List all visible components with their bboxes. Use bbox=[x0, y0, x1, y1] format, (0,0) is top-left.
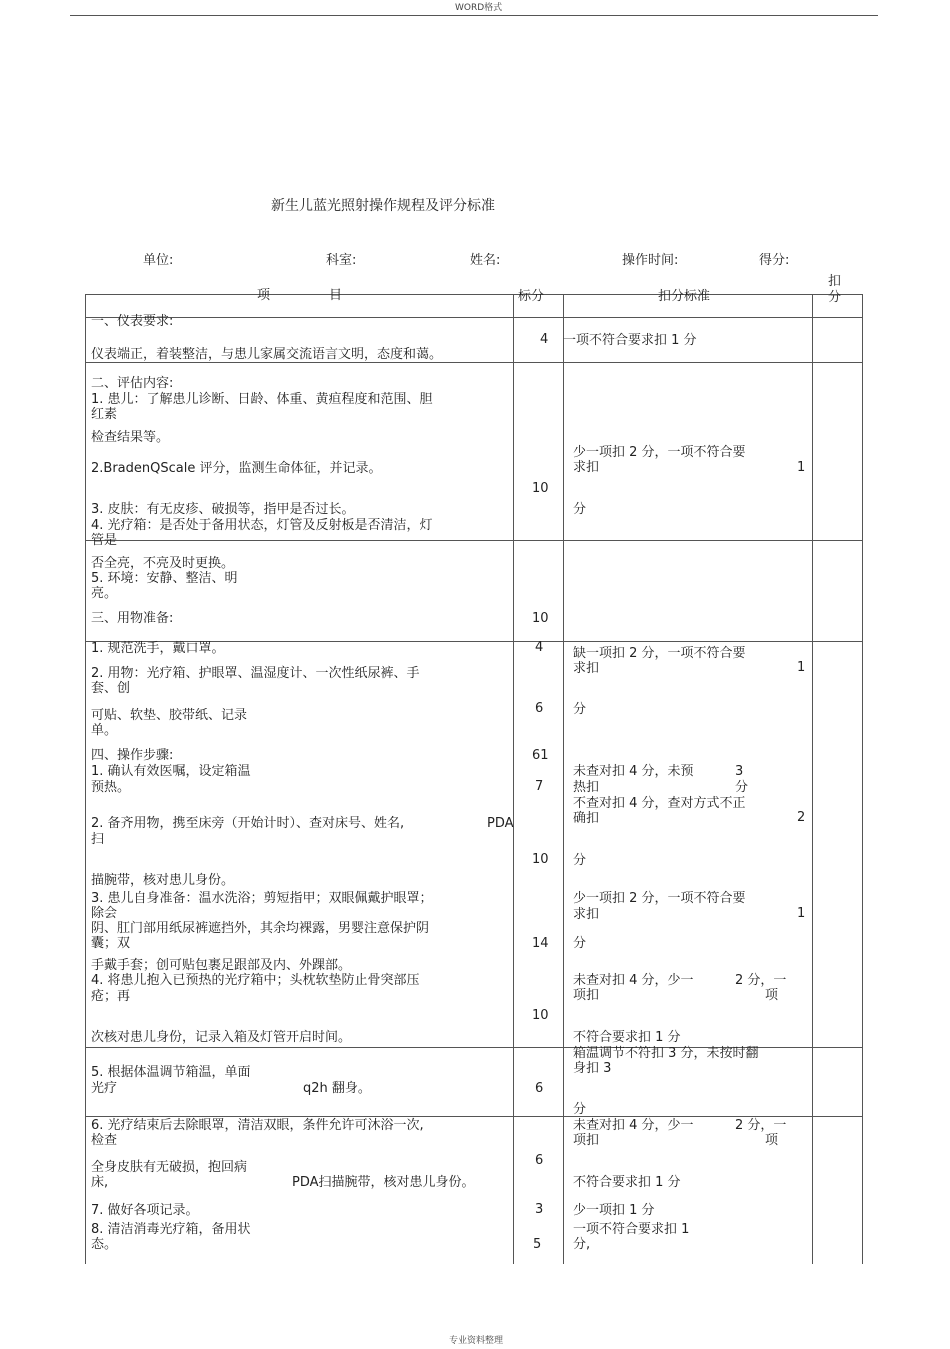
item-text: 1. 患儿：了解患儿诊断、日龄、体重、黄疸程度和范围、胆 bbox=[91, 392, 433, 407]
item-score: 5 bbox=[533, 1237, 542, 1252]
item-text: 光疗 bbox=[91, 1081, 118, 1096]
deduct-criteria: 项扣 bbox=[573, 988, 600, 1003]
header-item-b: 目 bbox=[329, 288, 343, 303]
item-text: 手戴手套；创可贴包裹足跟部及内、外踝部。 bbox=[91, 958, 352, 973]
table-rule bbox=[85, 362, 863, 363]
unit-label: 单位: bbox=[143, 253, 174, 268]
section-heading: 一、仪表要求: bbox=[91, 314, 174, 329]
deduct-criteria: 热扣 bbox=[573, 780, 600, 795]
header-item-a: 项 bbox=[257, 288, 271, 303]
item-text: 态。 bbox=[91, 1237, 118, 1252]
item-text: 3. 患儿自身准备：温水洗浴；剪短指甲；双眼佩戴护眼罩； bbox=[91, 891, 433, 906]
deduct-criteria: 1 bbox=[797, 460, 806, 475]
deduct-criteria: 分 bbox=[573, 702, 587, 717]
header-criteria: 扣分标准 bbox=[658, 289, 711, 304]
deduct-criteria: 项 bbox=[765, 1133, 779, 1148]
item-text: 1. 确认有效医嘱，设定箱温 bbox=[91, 764, 251, 779]
deduct-criteria: 2 bbox=[797, 810, 806, 825]
item-text: 描腕带，核对患儿身份。 bbox=[91, 873, 235, 888]
deduct-criteria: 1 bbox=[797, 660, 806, 675]
item-score: 4 bbox=[540, 332, 549, 347]
document-title: 新生儿蓝光照射操作规程及评分标准 bbox=[271, 198, 495, 214]
item-score: 6 bbox=[535, 1153, 544, 1168]
item-text: 检查 bbox=[91, 1133, 118, 1148]
item-text: 扫 bbox=[91, 832, 105, 847]
item-text: 亮。 bbox=[91, 586, 118, 601]
item-text: 2.BradenQScale 评分，监测生命体征，并记录。 bbox=[91, 461, 382, 476]
item-text: 管是 bbox=[91, 533, 118, 548]
item-text: 床, bbox=[91, 1175, 109, 1190]
table-rule bbox=[513, 294, 514, 1264]
deduct-criteria: 未查对扣 4 分，未预 bbox=[573, 764, 694, 779]
item-text: PDA bbox=[487, 816, 514, 831]
item-score: 10 bbox=[532, 611, 549, 626]
deduct-criteria: 求扣 bbox=[573, 460, 600, 475]
item-text: 2. 备齐用物，携至床旁（开始计时）、查对床号、姓名, bbox=[91, 816, 405, 831]
item-text: PDA扫描腕带，核对患儿身份。 bbox=[292, 1175, 475, 1190]
item-text: 囊；双 bbox=[91, 936, 131, 951]
deduct-criteria: 不符合要求扣 1 分 bbox=[573, 1175, 681, 1190]
item-text: 预热。 bbox=[91, 780, 131, 795]
item-score: 10 bbox=[532, 481, 549, 496]
deduct-criteria: 少一项扣 2 分，一项不符合要 bbox=[573, 891, 746, 906]
item-text: 仪表端正，着装整洁，与患儿家属交流语言文明，态度和蔼。 bbox=[91, 347, 443, 362]
item-score: 3 bbox=[535, 1202, 544, 1217]
deduct-criteria: 未查对扣 4 分，少一 bbox=[573, 1118, 694, 1133]
deduct-criteria: 求扣 bbox=[573, 907, 600, 922]
item-text: 全身皮肤有无破损，抱回病 bbox=[91, 1160, 248, 1175]
deduct-criteria: 分 bbox=[573, 1102, 587, 1117]
deduct-criteria: 少一项扣 1 分 bbox=[573, 1203, 655, 1218]
item-text: 次核对患儿身份，记录入箱及灯管开启时间。 bbox=[91, 1030, 352, 1045]
item-score: 7 bbox=[535, 779, 544, 794]
item-text: 5. 环境：安静、整洁、明 bbox=[91, 571, 238, 586]
deduct-criteria: 确扣 bbox=[573, 811, 600, 826]
name-label: 姓名: bbox=[470, 253, 501, 268]
table-rule bbox=[85, 540, 863, 541]
deduct-criteria: 一项不符合要求扣 1 bbox=[573, 1222, 690, 1237]
item-text: 套、创 bbox=[91, 681, 131, 696]
item-text: 可贴、软垫、胶带纸、记录 bbox=[91, 708, 248, 723]
item-text: 3. 皮肤：有无皮疹、破损等，指甲是否过长。 bbox=[91, 502, 355, 517]
deduct-criteria: 求扣 bbox=[573, 661, 600, 676]
item-score: 6 bbox=[535, 701, 544, 716]
item-text: 除会 bbox=[91, 906, 118, 921]
item-score: 10 bbox=[532, 1008, 549, 1023]
item-score: 4 bbox=[535, 640, 544, 655]
table-rule bbox=[563, 294, 564, 1264]
page-footer: 专业资料整理 bbox=[449, 1336, 504, 1346]
deduct-criteria: 分 bbox=[573, 936, 587, 951]
item-text: q2h 翻身。 bbox=[303, 1081, 371, 1096]
section-heading: 三、用物准备: bbox=[91, 611, 174, 626]
deduct-criteria: 分, bbox=[573, 1237, 591, 1252]
deduct-criteria: 未查对扣 4 分，少一 bbox=[573, 973, 694, 988]
item-score: 6 bbox=[535, 1081, 544, 1096]
item-text: 疮；再 bbox=[91, 989, 131, 1004]
deduct-criteria: 2 分，一 bbox=[735, 1118, 787, 1133]
header-points: 标分 bbox=[518, 289, 545, 304]
deduct-criteria: 身扣 3 bbox=[573, 1061, 612, 1076]
deduct-criteria: 不符合要求扣 1 分 bbox=[573, 1030, 681, 1045]
deduct-criteria: 3 bbox=[735, 764, 744, 779]
deduct-criteria: 1 bbox=[797, 906, 806, 921]
table-rule bbox=[85, 317, 863, 318]
page-header: WORD格式 bbox=[455, 3, 503, 13]
section-heading: 四、操作步骤: bbox=[91, 748, 174, 763]
item-text: 4. 光疗箱：是否处于备用状态，灯管及反射板是否清洁，灯 bbox=[91, 518, 433, 533]
deduct-criteria: 项扣 bbox=[573, 1133, 600, 1148]
item-text: 8. 清洁消毒光疗箱，备用状 bbox=[91, 1222, 251, 1237]
item-text: 5. 根据体温调节箱温，单面 bbox=[91, 1065, 251, 1080]
item-text: 单。 bbox=[91, 723, 118, 738]
item-text: 检查结果等。 bbox=[91, 430, 170, 445]
deduct-criteria: 缺一项扣 2 分，一项不符合要 bbox=[573, 646, 746, 661]
table-rule bbox=[85, 294, 863, 295]
deduct-criteria: 不查对扣 4 分，查对方式不正 bbox=[573, 796, 746, 811]
item-score: 14 bbox=[532, 936, 549, 951]
deduct-criteria: 少一项扣 2 分，一项不符合要 bbox=[573, 445, 746, 460]
deduct-criteria: 2 分，一 bbox=[735, 973, 787, 988]
deduct-criteria: 分 bbox=[735, 780, 749, 795]
section-heading: 二、评估内容: bbox=[91, 376, 174, 391]
deduct-criteria: 分 bbox=[573, 853, 587, 868]
item-text: 否全亮，不亮及时更换。 bbox=[91, 556, 235, 571]
item-text: 阴、肛门部用纸尿裤遮挡外，其余均裸露，男婴注意保护阴 bbox=[91, 921, 430, 936]
dept-label: 科室: bbox=[326, 253, 357, 268]
deduct-criteria: 箱温调节不符扣 3 分，未按时翻 bbox=[573, 1046, 759, 1061]
item-text: 7. 做好各项记录。 bbox=[91, 1203, 199, 1218]
header-deduct-a: 扣 bbox=[828, 274, 842, 289]
deduct-criteria: 分 bbox=[573, 502, 587, 517]
table-rule bbox=[85, 1116, 863, 1117]
item-score: 61 bbox=[532, 748, 549, 763]
deduct-criteria: 项 bbox=[765, 988, 779, 1003]
score-label: 得分: bbox=[759, 253, 790, 268]
header-rule bbox=[70, 15, 878, 16]
item-text: 4. 将患儿抱入已预热的光疗箱中；头枕软垫防止骨突部压 bbox=[91, 973, 420, 988]
table-rule bbox=[862, 294, 863, 1264]
table-rule bbox=[812, 294, 813, 1264]
item-text: 2. 用物：光疗箱、护眼罩、温湿度计、一次性纸尿裤、手 bbox=[91, 666, 420, 681]
header-deduct-b: 分 bbox=[828, 290, 842, 305]
time-label: 操作时间: bbox=[622, 253, 679, 268]
item-score: 10 bbox=[532, 852, 549, 867]
item-text: 1. 规范洗手，戴口罩。 bbox=[91, 641, 225, 656]
deduct-criteria: 一项不符合要求扣 1 分 bbox=[563, 333, 697, 348]
table-rule bbox=[85, 294, 86, 1264]
item-text: 红素 bbox=[91, 407, 118, 422]
item-text: 6. 光疗结束后去除眼罩，清洁双眼，条件允许可沐浴一次, bbox=[91, 1118, 424, 1133]
